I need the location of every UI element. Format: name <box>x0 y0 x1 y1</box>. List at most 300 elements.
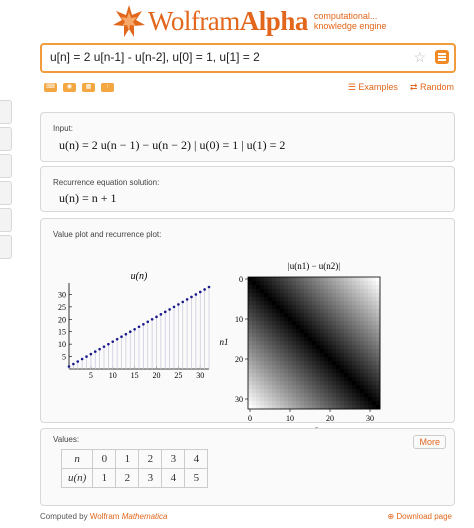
heatmap-cell <box>296 393 300 397</box>
search-box[interactable] <box>40 43 456 73</box>
heatmap-cell <box>316 349 320 353</box>
heatmap-cell <box>328 313 332 317</box>
values-table <box>61 449 208 488</box>
heatmap-cell <box>340 389 344 393</box>
heatmap-cell <box>256 397 260 401</box>
heatmap-cell <box>308 293 312 297</box>
heatmap-cell <box>356 345 360 349</box>
heatmap-cell <box>284 325 288 329</box>
heatmap-cell <box>328 401 332 405</box>
heatmap-cell <box>360 321 364 325</box>
search-input[interactable]: u[n] = 2 u[n-1] - u[n-2], u[0] = 1, u[1] = 2 <box>50 50 260 64</box>
heatmap-cell <box>268 293 272 297</box>
heatmap-cell <box>356 369 360 373</box>
heatmap-cell <box>264 345 268 349</box>
heatmap-cell <box>252 309 256 313</box>
heatmap-cell <box>284 281 288 285</box>
heatmap-cell <box>336 285 340 289</box>
heatmap-cell <box>372 281 376 285</box>
heatmap-cell <box>264 349 268 353</box>
heatmap-cell <box>272 317 276 321</box>
heatmap-cell <box>280 353 284 357</box>
heatmap-cell <box>336 297 340 301</box>
heatmap-cell <box>356 353 360 357</box>
heatmap-cell <box>296 357 300 361</box>
heatmap-cell <box>368 301 372 305</box>
side-tab[interactable] <box>0 154 12 178</box>
heatmap-cell <box>268 365 272 369</box>
side-tab[interactable] <box>0 235 12 259</box>
heatmap-cell <box>336 321 340 325</box>
heatmap-cell <box>296 325 300 329</box>
heatmap-cell <box>340 289 344 293</box>
heatmap-cell <box>252 361 256 365</box>
heatmap-cell <box>248 281 252 285</box>
computed-by-label: Computed by <box>40 512 88 521</box>
heatmap-cell <box>252 377 256 381</box>
heatmap-cell <box>272 361 276 365</box>
heatmap-cell <box>312 373 316 377</box>
heatmap-cell <box>292 337 296 341</box>
heatmap-cell <box>316 317 320 321</box>
data-point <box>164 311 167 314</box>
heatmap-cell <box>372 349 376 353</box>
heatmap-cell <box>356 321 360 325</box>
heatmap-cell <box>296 377 300 381</box>
heatmap-cell <box>372 313 376 317</box>
heatmap-cell <box>292 385 296 389</box>
heatmap-cell <box>356 361 360 365</box>
heatmap-cell <box>260 321 264 325</box>
heatmap-cell <box>308 317 312 321</box>
heatmap-cell <box>292 373 296 377</box>
heatmap-cell <box>316 377 320 381</box>
camera-icon[interactable]: ◉ <box>63 83 76 92</box>
heatmap-cell <box>272 321 276 325</box>
heatmap-cell <box>292 309 296 313</box>
input-toolbar <box>44 83 114 92</box>
heatmap-cell <box>320 297 324 301</box>
heatmap-cell <box>360 329 364 333</box>
heatmap-cell <box>348 297 352 301</box>
heatmap-cell <box>336 289 340 293</box>
heatmap-cell <box>360 277 364 281</box>
heatmap-cell <box>276 309 280 313</box>
heatmap-cell <box>248 309 252 313</box>
heatmap-cell <box>328 373 332 377</box>
heatmap-cell <box>348 309 352 313</box>
heatmap-cell <box>364 305 368 309</box>
heatmap-cell <box>248 373 252 377</box>
heatmap-cell <box>288 389 292 393</box>
heatmap-cell <box>356 281 360 285</box>
data-point <box>94 350 97 353</box>
heatmap-cell <box>280 373 284 377</box>
search-go-button[interactable] <box>435 50 449 64</box>
heatmap-cell <box>304 293 308 297</box>
heatmap-cell <box>340 357 344 361</box>
heatmap-cell <box>372 345 376 349</box>
heatmap-cell <box>364 361 368 365</box>
heatmap-cell <box>324 377 328 381</box>
heatmap-cell <box>252 357 256 361</box>
heatmap-cell <box>352 389 356 393</box>
heatmap-cell <box>372 353 376 357</box>
heatmap-cell <box>312 385 316 389</box>
heatmap-cell <box>288 357 292 361</box>
heatmap-cell <box>264 397 268 401</box>
heatmap-cell <box>324 401 328 405</box>
heatmap-cell <box>280 321 284 325</box>
heatmap-cell <box>272 349 276 353</box>
heatmap-cell <box>264 357 268 361</box>
heatmap-cell <box>332 321 336 325</box>
heatmap-cell <box>292 349 296 353</box>
heatmap-cell <box>292 321 296 325</box>
heatmap-cell <box>308 321 312 325</box>
heatmap-cell <box>280 365 284 369</box>
heatmap-cell <box>260 345 264 349</box>
heatmap-cell <box>328 289 332 293</box>
heatmap-cell <box>284 369 288 373</box>
heatmap-cell <box>344 289 348 293</box>
heatmap-cell <box>356 305 360 309</box>
heatmap-cell <box>348 385 352 389</box>
heatmap-cell <box>320 277 324 281</box>
tagline-line-2: knowledge engine <box>313 21 387 31</box>
heatmap-cell <box>260 333 264 337</box>
heatmap-cell <box>340 373 344 377</box>
logo-wordmark-b: Alpha <box>239 5 308 36</box>
heatmap-cell <box>300 377 304 381</box>
heatmap-cell <box>304 345 308 349</box>
heatmap-cell <box>356 301 360 305</box>
heatmap-cell <box>256 389 260 393</box>
data-point <box>125 333 128 336</box>
heatmap-cell <box>328 293 332 297</box>
heatmap-cell <box>324 361 328 365</box>
heatmap-cell <box>324 381 328 385</box>
heatmap-cell <box>360 385 364 389</box>
heatmap-cell <box>260 357 264 361</box>
y-tick-label: 5 <box>62 352 66 362</box>
heatmap-cell <box>356 377 360 381</box>
heatmap-cell <box>372 397 376 401</box>
heatmap-cell <box>308 337 312 341</box>
heatmap-cell <box>300 277 304 281</box>
grid-icon[interactable]: ▦ <box>82 83 95 92</box>
heatmap-cell <box>324 365 328 369</box>
heatmap-cell <box>260 393 264 397</box>
heatmap-cell <box>328 333 332 337</box>
heatmap-cell <box>320 389 324 393</box>
heatmap-x-tick-label: 20 <box>326 414 334 423</box>
heatmap-cell <box>248 277 252 281</box>
heatmap-cell <box>288 281 292 285</box>
heatmap-cell <box>360 341 364 345</box>
heatmap-cell <box>320 313 324 317</box>
heatmap-cell <box>260 397 264 401</box>
heatmap-cell <box>304 353 308 357</box>
heatmap-cell <box>304 281 308 285</box>
heatmap-cell <box>340 353 344 357</box>
heatmap-cell <box>324 385 328 389</box>
heatmap-cell <box>296 389 300 393</box>
heatmap-cell <box>288 381 292 385</box>
heatmap-cell <box>292 289 296 293</box>
heatmap-cell <box>320 289 324 293</box>
heatmap-cell <box>352 285 356 289</box>
heatmap-cell <box>324 281 328 285</box>
heatmap-cell <box>340 285 344 289</box>
heatmap-cell <box>260 369 264 373</box>
heatmap-cell <box>304 381 308 385</box>
heatmap-cell <box>264 385 268 389</box>
heatmap-cell <box>360 401 364 405</box>
heatmap-cell <box>256 301 260 305</box>
heatmap-cell <box>344 401 348 405</box>
upload-icon[interactable]: ↑ <box>101 83 114 92</box>
data-point <box>111 340 114 343</box>
heatmap-cell <box>360 357 364 361</box>
heatmap-cell <box>332 377 336 381</box>
heatmap-cell <box>256 293 260 297</box>
heatmap-cell <box>340 301 344 305</box>
heatmap-cell <box>312 297 316 301</box>
heatmap-cell <box>288 297 292 301</box>
heatmap-cell <box>344 277 348 281</box>
heatmap-cell <box>248 337 252 341</box>
heatmap-cell <box>292 341 296 345</box>
heatmap-cell <box>280 377 284 381</box>
heatmap-cell <box>328 353 332 357</box>
heatmap-cell <box>256 349 260 353</box>
side-tab[interactable] <box>0 127 12 151</box>
heatmap-cell <box>348 313 352 317</box>
table-cell: 2 <box>139 450 162 469</box>
heatmap-cell <box>348 377 352 381</box>
heatmap-cell <box>364 293 368 297</box>
heatmap-cell <box>308 401 312 405</box>
heatmap-cell <box>276 305 280 309</box>
heatmap-cell <box>288 329 292 333</box>
heatmap-cell <box>264 389 268 393</box>
heatmap-cell <box>372 341 376 345</box>
heatmap-cell <box>352 397 356 401</box>
heatmap-cell <box>328 309 332 313</box>
heatmap-cell <box>308 325 312 329</box>
heatmap-cell <box>276 281 280 285</box>
heatmap-cell <box>336 401 340 405</box>
heatmap-cell <box>276 393 280 397</box>
keyboard-icon[interactable]: ⌨ <box>44 83 57 92</box>
heatmap-cell <box>308 389 312 393</box>
heatmap-cell <box>316 357 320 361</box>
mathematica-link[interactable]: Mathematica <box>121 512 168 521</box>
heatmap-cell <box>300 365 304 369</box>
x-tick-label: 20 <box>152 371 161 380</box>
heatmap-cell <box>296 281 300 285</box>
heatmap-cell <box>324 277 328 281</box>
heatmap-cell <box>252 401 256 405</box>
heatmap-cell <box>368 353 372 357</box>
heatmap-cell <box>252 289 256 293</box>
heatmap-cell <box>340 365 344 369</box>
heatmap-cell <box>360 389 364 393</box>
heatmap-cell <box>300 333 304 337</box>
heatmap-cell <box>316 301 320 305</box>
heatmap-cell <box>372 333 376 337</box>
heatmap-cell <box>312 293 316 297</box>
heatmap-cell <box>272 337 276 341</box>
heatmap-cell <box>268 333 272 337</box>
heatmap-cell <box>316 305 320 309</box>
heatmap-cell <box>368 285 372 289</box>
heatmap-cell <box>332 373 336 377</box>
heatmap-cell <box>364 353 368 357</box>
heatmap-cell <box>360 381 364 385</box>
data-point <box>173 306 176 309</box>
download-page-link[interactable] <box>387 512 452 521</box>
heatmap-cell <box>316 385 320 389</box>
heatmap-cell <box>300 369 304 373</box>
random-link[interactable]: ⇄ Random <box>409 82 454 92</box>
heatmap-cell <box>324 289 328 293</box>
wolfram-link[interactable]: Wolfram <box>89 512 120 521</box>
heatmap-cell <box>364 385 368 389</box>
heatmap-cell <box>324 313 328 317</box>
heatmap-cell <box>348 401 352 405</box>
heatmap-cell <box>312 281 316 285</box>
heatmap-cell <box>328 341 332 345</box>
heatmap-cell <box>368 313 372 317</box>
heatmap-cell <box>312 397 316 401</box>
heatmap-cell <box>252 381 256 385</box>
logo-wordmark-a: Wolfram <box>148 5 240 36</box>
heatmap-cell <box>280 357 284 361</box>
heatmap-cell <box>364 321 368 325</box>
examples-link[interactable]: ☰ Examples <box>347 82 398 92</box>
heatmap-cell <box>272 309 276 313</box>
heatmap-cell <box>316 329 320 333</box>
heatmap-cell <box>336 353 340 357</box>
heatmap-cell <box>256 321 260 325</box>
heatmap-cell <box>336 349 340 353</box>
heatmap-cell <box>360 361 364 365</box>
y-tick-label: 10 <box>58 340 66 350</box>
heatmap-cell <box>304 389 308 393</box>
heatmap-cell <box>268 313 272 317</box>
heatmap-cell <box>340 333 344 337</box>
heatmap-cell <box>332 389 336 393</box>
heatmap-cell <box>340 277 344 281</box>
heatmap-cell <box>304 361 308 365</box>
heatmap-cell <box>300 361 304 365</box>
heatmap-cell <box>260 381 264 385</box>
heatmap-cell <box>344 373 348 377</box>
heatmap-cell <box>248 297 252 301</box>
heatmap-cell <box>372 325 376 329</box>
heatmap-cell <box>280 281 284 285</box>
heatmap-cell <box>352 385 356 389</box>
heatmap-cell <box>372 369 376 373</box>
heatmap-cell <box>292 365 296 369</box>
heatmap-cell <box>260 329 264 333</box>
heatmap-cell <box>280 389 284 393</box>
data-point <box>76 360 79 363</box>
heatmap-cell <box>280 301 284 305</box>
heatmap-cell <box>300 325 304 329</box>
heatmap-cell <box>296 369 300 373</box>
wolfram-alpha-logo[interactable] <box>112 4 386 38</box>
data-point <box>85 355 88 358</box>
heatmap-cell <box>336 313 340 317</box>
heatmap-cell <box>276 401 280 405</box>
heatmap-cell <box>332 385 336 389</box>
heatmap-cell <box>356 401 360 405</box>
table-cell: 4 <box>185 450 208 469</box>
heatmap-cell <box>312 309 316 313</box>
heatmap-cell <box>252 385 256 389</box>
heatmap-cell <box>284 361 288 365</box>
data-point <box>116 338 119 341</box>
heatmap-cell <box>260 289 264 293</box>
heatmap-cell <box>264 333 268 337</box>
heatmap-cell <box>312 321 316 325</box>
heatmap-cell <box>256 329 260 333</box>
heatmap-cell <box>316 313 320 317</box>
heatmap-cell <box>368 389 372 393</box>
heatmap-cell <box>336 281 340 285</box>
heatmap-cell <box>324 393 328 397</box>
side-tab[interactable] <box>0 181 12 205</box>
heatmap-cell <box>256 369 260 373</box>
heatmap-cell <box>336 329 340 333</box>
download-page-label: Download page <box>396 512 452 521</box>
heatmap-cell <box>280 325 284 329</box>
heatmap-cell <box>280 349 284 353</box>
heatmap-cell <box>248 401 252 405</box>
heatmap-cell <box>268 381 272 385</box>
side-tab[interactable] <box>0 100 12 124</box>
heatmap-cell <box>264 305 268 309</box>
input-pod-math: u(n) = 2 u(n − 1) − u(n − 2) | u(0) = 1 | u(1) = 2 <box>59 138 286 152</box>
heatmap-cell <box>328 381 332 385</box>
heatmap-cell <box>248 397 252 401</box>
heatmap-cell <box>272 285 276 289</box>
heatmap-cell <box>268 397 272 401</box>
more-button[interactable]: More <box>413 435 446 449</box>
heatmap-cell <box>248 369 252 373</box>
side-tab[interactable] <box>0 208 12 232</box>
heatmap-cell <box>304 297 308 301</box>
favorite-star-icon[interactable]: ☆ <box>413 49 426 65</box>
heatmap-cell <box>364 341 368 345</box>
heatmap-cell <box>248 361 252 365</box>
heatmap-cell <box>368 317 372 321</box>
heatmap-cell <box>284 321 288 325</box>
heatmap-cell <box>340 305 344 309</box>
heatmap-cell <box>328 389 332 393</box>
heatmap-cell <box>352 381 356 385</box>
header-links <box>348 82 454 93</box>
heatmap-cell <box>264 313 268 317</box>
heatmap-cell <box>296 289 300 293</box>
heatmap-cell <box>352 393 356 397</box>
heatmap-cell <box>256 305 260 309</box>
heatmap-cell <box>256 381 260 385</box>
heatmap-cell <box>276 277 280 281</box>
